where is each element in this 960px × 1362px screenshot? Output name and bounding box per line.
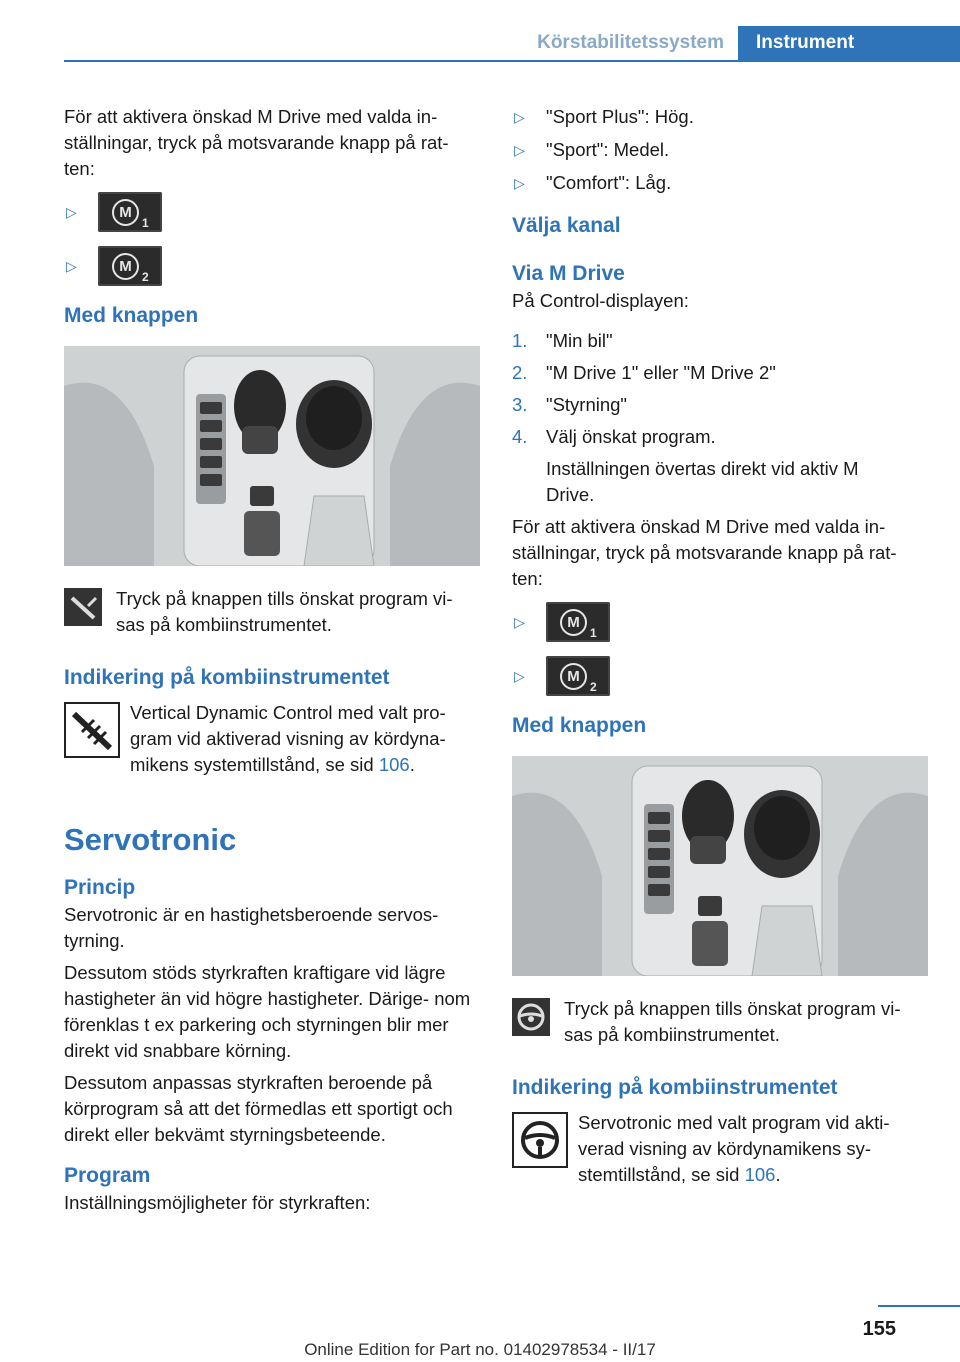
- list-item: 3. "Styrning": [512, 394, 628, 415]
- steps-list: [512, 328, 930, 508]
- program-text: Inställningsmöjligheter för styrkraften:: [64, 1192, 371, 1213]
- list-item: 4. Välj önskat program.: [512, 426, 716, 447]
- bullet-item: [64, 192, 482, 232]
- mdrive-intro: För att aktivera önskad M Drive med valda in- ställningar, tryck på motsvarande knapp på rat- ten:: [64, 106, 449, 179]
- mdrive-intro-right: För att aktivera önskad M Drive med valda in- ställningar, tryck på motsvarande knapp på rat- ten:: [512, 516, 897, 589]
- principle-p3: Dessutom anpassas styrkraften beroende på körprogram så att det förmedlas ett sportigt och direkt eller bekvämt styrningsbeteende.: [64, 1072, 453, 1145]
- indication-row: Vertical Dynamic Control med valt pro- gram vid aktiverad visning av kördyna- mikens systemtillstånd, se sid 106.: [64, 700, 482, 778]
- bullet-item: [64, 246, 482, 286]
- bullet-item: [512, 656, 930, 696]
- right-column: [512, 104, 930, 1188]
- steering-wheel-icon: [512, 998, 550, 1036]
- heading-princip: Princip: [64, 876, 136, 899]
- bullet-marker: ▷: [514, 175, 525, 191]
- indication-row: Servotronic med valt program vid akti- verad visning av kördynamikens sy- stemtillstånd, se sid 106.: [512, 1110, 930, 1188]
- step-note: Inställningen övertas direkt vid aktiv M Drive.: [546, 458, 859, 505]
- note-text: Tryck på knappen tills önskat program vi- sas på kombiinstrumentet.: [116, 588, 453, 635]
- option-item: ▷ "Sport": Medel.: [512, 137, 930, 163]
- list-item: 1. "Min bil": [512, 330, 613, 351]
- page-ref-link[interactable]: 106: [378, 754, 410, 775]
- heading-valja-kanal: Välja kanal: [512, 214, 621, 237]
- center-console-image: [512, 756, 928, 976]
- bullet-marker: ▷: [514, 668, 525, 684]
- principle-p2: Dessutom stöds styrkraften kraftigare vid lägre hastigheter än vid högre hastigheter. Därige- nom förenklas t ex parkering och styrningen blir mer direkt vid snabbare körning.: [64, 962, 471, 1061]
- damper-icon: [64, 702, 120, 758]
- page-ref-link[interactable]: 106: [744, 1164, 776, 1185]
- edition-text: Online Edition for Part no. 01402978534 - II/17: [304, 1340, 656, 1359]
- indication-text: Vertical Dynamic Control med valt pro- gram vid aktiverad visning av kördyna- mikens systemtillstånd, se sid: [130, 702, 446, 775]
- display-text: På Control-displayen:: [512, 290, 689, 311]
- bullet-marker: ▷: [66, 204, 77, 220]
- header-rule: [64, 60, 960, 62]
- m1-button-icon: M 1: [546, 602, 610, 642]
- steering-wheel-icon: [512, 1112, 568, 1168]
- m2-button-icon: M 2: [546, 656, 610, 696]
- heading-indikering: Indikering på kombiinstrumentet: [64, 666, 390, 689]
- note-row: [512, 996, 930, 1048]
- section-tab: Körstabilitetssystem: [537, 32, 724, 53]
- heading-via-m-drive: Via M Drive: [512, 262, 625, 285]
- m1-button-icon: M 1: [98, 192, 162, 232]
- bullet-marker: ▷: [66, 258, 77, 274]
- m2-button-icon: M 2: [98, 246, 162, 286]
- chapter-tab: Instrument: [738, 26, 960, 60]
- list-item: 2. "M Drive 1" eller "M Drive 2": [512, 362, 776, 383]
- option-item: ▷ "Sport Plus": Hög.: [512, 104, 930, 130]
- note-row: [64, 586, 482, 638]
- heading-med-knappen: Med knappen: [64, 304, 199, 327]
- bullet-marker: ▷: [514, 614, 525, 630]
- page-header: [0, 0, 960, 62]
- note-icon: [64, 588, 102, 626]
- option-item: ▷ "Comfort": Låg.: [512, 170, 930, 196]
- bullet-marker: ▷: [514, 109, 525, 125]
- page-number: 155: [862, 1318, 896, 1340]
- heading-indikering-right: Indikering på kombiinstrumentet: [512, 1076, 838, 1099]
- indication-text: Servotronic med valt program vid akti- verad visning av kördynamikens sy- stemtillstånd, se sid: [578, 1112, 890, 1185]
- section-title-servotronic: Servotronic: [64, 822, 237, 857]
- left-column: [64, 104, 482, 1222]
- heading-med-knappen-right: Med knappen: [512, 714, 647, 737]
- principle-p1: Servotronic är en hastighetsberoende servos- tyrning.: [64, 904, 439, 951]
- note-text: Tryck på knappen tills önskat program vi- sas på kombiinstrumentet.: [564, 998, 901, 1045]
- center-console-image: [64, 346, 480, 566]
- footer-rule: [878, 1305, 960, 1307]
- bullet-item: [512, 602, 930, 642]
- heading-program: Program: [64, 1164, 151, 1187]
- bullet-marker: ▷: [514, 142, 525, 158]
